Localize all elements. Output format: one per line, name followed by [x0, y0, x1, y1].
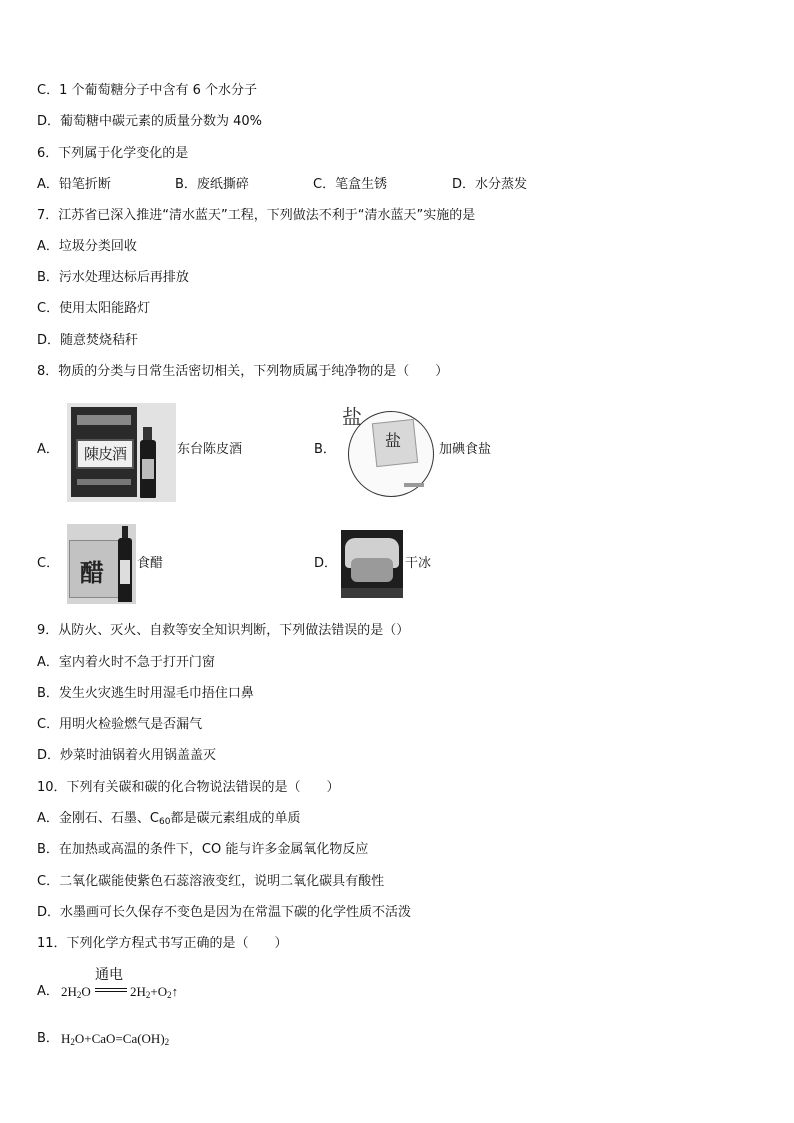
q11-a-right-2: +O: [150, 984, 168, 999]
q10-option-a-sub: 60: [158, 817, 171, 827]
q11-b-2: O+CaO=Ca(OH): [74, 1031, 165, 1046]
salt-char-1: 盐: [342, 405, 362, 429]
q8-option-a-text: 东台陈皮酒: [177, 442, 243, 457]
q11-a-right-sub1: 2: [145, 990, 151, 1000]
wine-label-text: 陳皮酒: [76, 439, 134, 469]
q11-option-b-letter: B．: [37, 1031, 59, 1046]
reaction-arrow-line-bottom: [95, 991, 127, 992]
dry-ice-image: [341, 530, 403, 598]
q8-option-b-text: 加碘食盐: [439, 442, 492, 457]
vinegar-image: [67, 524, 136, 604]
q5-option-c: C．1 个葡萄糖分子中含有 6 个水分子: [37, 83, 258, 98]
salt-char-2: 盐: [384, 431, 401, 450]
q10-option-a-post: 都是碳元素组成的单质: [170, 811, 301, 826]
q10-option-b: B．在加热或高温的条件下，CO 能与许多金属氧化物反应: [37, 842, 369, 857]
q9-option-c: C．用明火检验燃气是否漏气: [37, 717, 203, 732]
q11-a-right-sub2: 2: [167, 990, 172, 1000]
q8-option-d-letter: D．: [314, 556, 338, 571]
q11-b-sub1: 2: [70, 1037, 75, 1047]
q11-stem: 11．下列化学方程式书写正确的是（ ）: [37, 936, 288, 951]
q11-b-sub2: 2: [164, 1037, 170, 1047]
q6-option-c: C．笔盒生锈: [313, 177, 388, 192]
q10-option-d: D．水墨画可长久保存不变色是因为在常温下碳的化学性质不活泼: [37, 905, 412, 920]
wine-gift-box-image: [67, 403, 176, 502]
q9-stem: 9．从防火、灭火、自救等安全知识判断，下列做法错误的是（）: [37, 623, 410, 638]
q8-stem: 8．物质的分类与日常生活密切相关，下列物质属于纯净物的是（ ）: [37, 364, 449, 379]
q7-stem: 7．江苏省已深入推进“清水蓝天”工程，下列做法不利于“清水蓝天”实施的是: [37, 208, 476, 223]
iodized-salt-image: [340, 405, 435, 497]
q7-option-d: D．随意焚烧秸秆: [37, 333, 139, 348]
reaction-arrow-line-top: [95, 988, 127, 989]
q8-option-d-text: 干冰: [405, 556, 432, 571]
q8-option-b-letter: B．: [314, 442, 336, 457]
q11-option-a-left: [61, 983, 91, 1001]
q11-a-left-sub: 2: [76, 990, 82, 1000]
gas-up-arrow: ↑: [171, 984, 179, 999]
q11-option-a-letter: A．: [37, 984, 59, 999]
q10-stem: 10．下列有关碳和碳的化合物说法错误的是（ ）: [37, 780, 340, 795]
q11-b-1: H: [61, 1031, 71, 1046]
q11-a-left-1: 2H: [61, 984, 77, 999]
q8-option-c-letter: C．: [37, 556, 60, 571]
q7-option-a: A．垃圾分类回收: [37, 239, 137, 254]
q6-stem: 6．下列属于化学变化的是: [37, 146, 189, 161]
q9-option-d: D．炒菜时油锅着火用锅盖盖灭: [37, 748, 217, 763]
q6-option-d: D．水分蒸发: [452, 177, 528, 192]
q5-option-d: D．葡萄糖中碳元素的质量分数为 40%: [37, 114, 263, 129]
vinegar-char: 醋: [80, 558, 104, 587]
q9-option-b: B．发生火灾逃生时用湿毛巾捂住口鼻: [37, 686, 254, 701]
q11-option-a-condition: 通电: [95, 967, 123, 983]
q11-a-right-1: 2H: [130, 984, 146, 999]
q11-a-left-2: O: [81, 984, 91, 999]
q8-option-c-text: 食醋: [137, 556, 164, 571]
q6-option-b: B．废纸撕碎: [175, 177, 249, 192]
q9-option-a: A．室内着火时不急于打开门窗: [37, 655, 215, 670]
q11-option-b-equation: [61, 1030, 169, 1048]
q6-option-a: A．铅笔折断: [37, 177, 111, 192]
q11-option-a-right: [130, 983, 178, 1001]
q7-option-b: B．污水处理达标后再排放: [37, 270, 189, 285]
q10-option-a: [37, 810, 300, 828]
q8-option-a-letter: A．: [37, 442, 59, 457]
q10-option-a-pre: A．金刚石、石墨、C: [37, 811, 159, 826]
q7-option-c: C．使用太阳能路灯: [37, 301, 151, 316]
q10-option-c: C．二氧化碳能使紫色石蕊溶液变红，说明二氧化碳具有酸性: [37, 874, 385, 889]
